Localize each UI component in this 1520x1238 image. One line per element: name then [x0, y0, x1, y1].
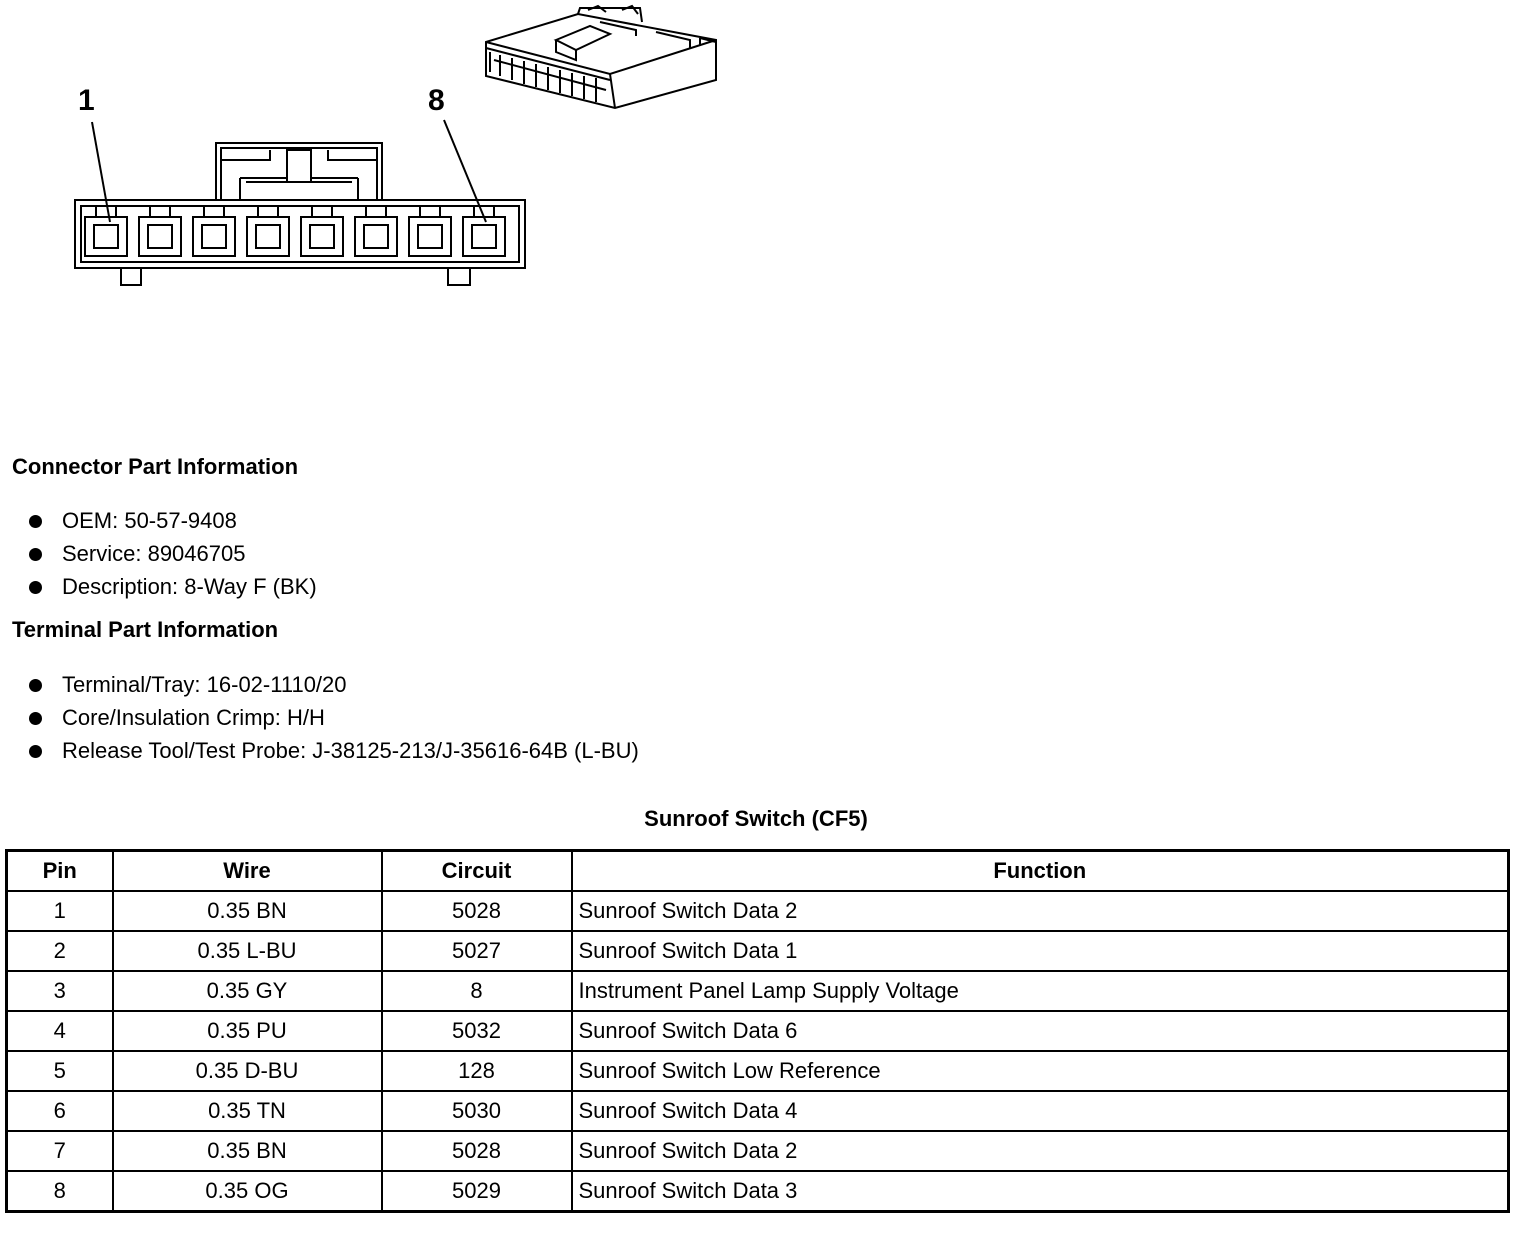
cell-pin: 4 [7, 1011, 113, 1051]
connector-diagram [0, 0, 760, 310]
cell-circuit: 5032 [382, 1011, 572, 1051]
pinout-table [5, 849, 1510, 1213]
cell-pin: 7 [7, 1131, 113, 1171]
cell-wire: 0.35 BN [113, 1131, 382, 1171]
cell-function: Instrument Panel Lamp Supply Voltage [572, 971, 1509, 1011]
cell-circuit: 5030 [382, 1091, 572, 1131]
bullet-icon [29, 745, 42, 758]
terminal-tray: Terminal/Tray: 16-02-1110/20 [62, 672, 347, 697]
list-item [28, 738, 639, 771]
list-item [28, 574, 317, 607]
connector-service: Service: 89046705 [62, 541, 246, 566]
table-row [7, 1051, 1509, 1091]
table-row [7, 1011, 1509, 1051]
cell-wire: 0.35 TN [113, 1091, 382, 1131]
header-circuit: Circuit [382, 851, 572, 892]
cell-wire: 0.35 OG [113, 1171, 382, 1212]
cell-pin: 3 [7, 971, 113, 1011]
cell-wire: 0.35 PU [113, 1011, 382, 1051]
terminal-release-tool: Release Tool/Test Probe: J-38125-213/J-35616-64B (L-BU) [62, 738, 639, 763]
cell-function: Sunroof Switch Data 4 [572, 1091, 1509, 1131]
bullet-icon [29, 515, 42, 528]
connector-description: Description: 8-Way F (BK) [62, 574, 317, 599]
bullet-icon [29, 679, 42, 692]
pin-8-label: 8 [428, 84, 445, 117]
list-item [28, 508, 317, 541]
cell-function: Sunroof Switch Data 3 [572, 1171, 1509, 1212]
bullet-icon [29, 548, 42, 561]
header-pin: Pin [7, 851, 113, 892]
header-function: Function [572, 851, 1509, 892]
table-row [7, 931, 1509, 971]
connector-oem: OEM: 50-57-9408 [62, 508, 237, 533]
cell-circuit: 5029 [382, 1171, 572, 1212]
pin-1-label: 1 [78, 84, 95, 117]
terminal-info-list [28, 672, 639, 771]
bullet-icon [29, 581, 42, 594]
table-row [7, 1171, 1509, 1212]
list-item [28, 541, 317, 574]
cell-wire: 0.35 L-BU [113, 931, 382, 971]
cell-function: Sunroof Switch Low Reference [572, 1051, 1509, 1091]
connector-info-list [28, 508, 317, 607]
cell-pin: 2 [7, 931, 113, 971]
connector-info-title: Connector Part Information [12, 454, 299, 479]
cell-pin: 1 [7, 891, 113, 931]
cell-function: Sunroof Switch Data 2 [572, 1131, 1509, 1171]
connector-face-view [75, 120, 525, 285]
cell-circuit: 128 [382, 1051, 572, 1091]
table-row [7, 1091, 1509, 1131]
cell-function: Sunroof Switch Data 6 [572, 1011, 1509, 1051]
bullet-icon [29, 712, 42, 725]
cell-wire: 0.35 D-BU [113, 1051, 382, 1091]
cell-pin: 8 [7, 1171, 113, 1212]
list-item [28, 672, 639, 705]
terminal-crimp: Core/Insulation Crimp: H/H [62, 705, 325, 730]
cell-circuit: 8 [382, 971, 572, 1011]
table-header-row [7, 851, 1509, 892]
cell-circuit: 5027 [382, 931, 572, 971]
cell-circuit: 5028 [382, 1131, 572, 1171]
cell-wire: 0.35 GY [113, 971, 382, 1011]
header-wire: Wire [113, 851, 382, 892]
table-row [7, 1131, 1509, 1171]
table-row [7, 891, 1509, 931]
cell-function: Sunroof Switch Data 2 [572, 891, 1509, 931]
cell-pin: 5 [7, 1051, 113, 1091]
list-item [28, 705, 639, 738]
connector-3d-view [486, 6, 716, 108]
pin-cavities [85, 206, 505, 256]
cell-wire: 0.35 BN [113, 891, 382, 931]
cell-circuit: 5028 [382, 891, 572, 931]
table-row [7, 971, 1509, 1011]
cell-pin: 6 [7, 1091, 113, 1131]
table-title: Sunroof Switch (CF5) [644, 806, 868, 831]
cell-function: Sunroof Switch Data 1 [572, 931, 1509, 971]
terminal-info-title: Terminal Part Information [12, 617, 279, 642]
